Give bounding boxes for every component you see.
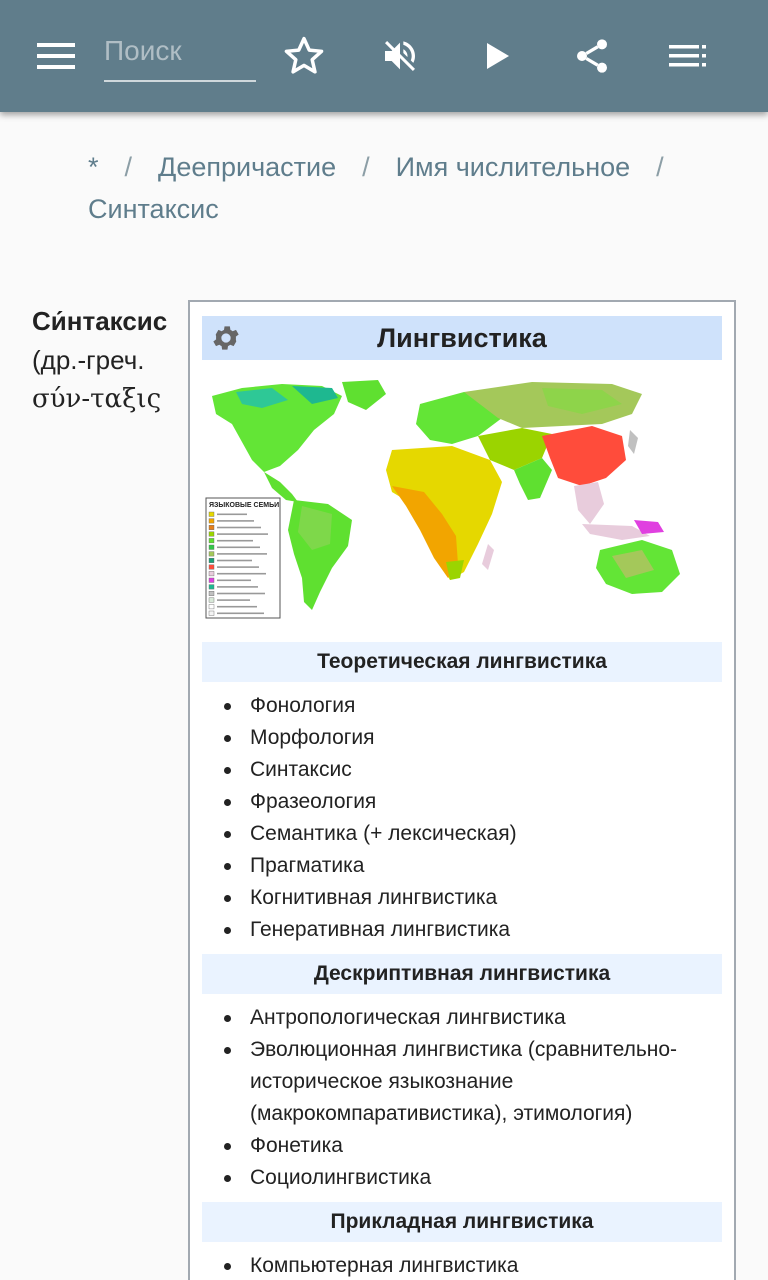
legend-label-line: [217, 566, 259, 568]
section-header-applied: Прикладная лингвистика: [202, 1202, 722, 1242]
list-item-link[interactable]: Семантика (+ лексическая): [220, 818, 720, 850]
theoretical-list: [220, 690, 720, 946]
legend-swatch: [209, 591, 214, 596]
intro-text: (др.-греч.: [32, 345, 145, 375]
legend-swatch: [209, 558, 214, 563]
legend-label-line: [217, 540, 253, 542]
greek-term: σύν-ταξις: [32, 384, 162, 414]
legend-swatch: [209, 611, 214, 616]
legend-swatch: [209, 578, 214, 583]
mute-icon: [380, 36, 420, 76]
map-legend-title: ЯЗЫКОВЫЕ СЕМЬИ: [209, 502, 280, 509]
legend-label-line: [217, 520, 254, 522]
gear-icon[interactable]: [210, 322, 242, 361]
legend-label-line: [217, 593, 265, 595]
breadcrumb-item[interactable]: Деепричастие: [158, 152, 337, 182]
list-item-link[interactable]: Генеративная лингвистика: [220, 914, 720, 946]
legend-swatch: [209, 571, 214, 576]
legend-swatch: [209, 552, 214, 557]
article-intro: [32, 302, 172, 418]
list-item-link[interactable]: Социолингвистика: [220, 1162, 720, 1194]
breadcrumb-item-current[interactable]: Синтаксис: [88, 194, 219, 224]
star-icon: [283, 36, 325, 76]
list-item-link[interactable]: Компьютерная лингвистика: [220, 1250, 720, 1280]
legend-label-line: [217, 553, 267, 555]
list-item-link[interactable]: Прагматика: [220, 850, 720, 882]
legend-label-line: [217, 580, 251, 582]
infobox-title: Лингвистика: [377, 322, 547, 353]
list-item-link[interactable]: Фонология: [220, 690, 720, 722]
legend-label-line: [217, 533, 268, 535]
app-toolbar: [0, 0, 768, 112]
list-item-link[interactable]: Когнитивная лингвистика: [220, 882, 720, 914]
legend-swatch: [209, 598, 214, 603]
list-item-link[interactable]: Фонетика: [220, 1130, 720, 1162]
breadcrumb: [88, 146, 728, 230]
list-icon: [669, 44, 707, 68]
article-term: Си́нтаксис: [32, 306, 168, 336]
breadcrumb-separator: /: [362, 152, 370, 182]
play-button[interactable]: [474, 34, 522, 78]
legend-swatch: [209, 525, 214, 530]
breadcrumb-item-home[interactable]: *: [88, 152, 99, 182]
legend-swatch: [209, 565, 214, 570]
list-item-link[interactable]: Фразеология: [220, 786, 720, 818]
legend-label-line: [217, 599, 250, 601]
applied-list: [220, 1250, 720, 1280]
bookmark-button[interactable]: [280, 32, 328, 80]
infobox-linguistics: [188, 300, 736, 1280]
legend-swatch: [209, 532, 214, 537]
legend-swatch: [209, 512, 214, 517]
legend-swatch: [209, 604, 214, 609]
infobox-title-bar: [202, 316, 722, 360]
legend-swatch: [209, 538, 214, 543]
legend-label-line: [217, 613, 264, 615]
breadcrumb-item[interactable]: Имя числительное: [395, 152, 631, 182]
search-input[interactable]: [104, 28, 256, 74]
list-item-link[interactable]: Синтаксис: [220, 754, 720, 786]
list-item-link[interactable]: Эволюционная лингвистика (сравнительно-историческое языкознание (макрокомпаративистика), этимология): [220, 1034, 720, 1130]
legend-label-line: [217, 586, 258, 588]
legend-label-line: [217, 606, 257, 608]
share-icon: [572, 35, 612, 77]
section-header-theoretical: Теоретическая лингвистика: [202, 642, 722, 682]
legend-swatch: [209, 545, 214, 550]
menu-icon: [37, 42, 75, 70]
legend-label-line: [217, 527, 261, 529]
language-families-map[interactable]: [202, 374, 722, 622]
legend-label-line: [217, 514, 247, 516]
list-item-link[interactable]: Антропологическая лингвистика: [220, 1002, 720, 1034]
breadcrumb-separator: /: [124, 152, 133, 182]
legend-label-line: [217, 547, 260, 549]
legend-swatch: [209, 585, 214, 590]
menu-button[interactable]: [30, 34, 82, 78]
contents-button[interactable]: [664, 36, 712, 76]
search-field[interactable]: [104, 28, 256, 82]
breadcrumb-separator: /: [656, 152, 664, 182]
legend-label-line: [217, 573, 266, 575]
legend-label-line: [217, 560, 252, 562]
mute-button[interactable]: [376, 32, 424, 80]
section-header-descriptive: Дескриптивная лингвистика: [202, 954, 722, 994]
legend-swatch: [209, 519, 214, 524]
descriptive-list: [220, 1002, 720, 1194]
play-icon: [485, 41, 511, 71]
list-item-link[interactable]: Морфология: [220, 722, 720, 754]
share-button[interactable]: [568, 32, 616, 80]
